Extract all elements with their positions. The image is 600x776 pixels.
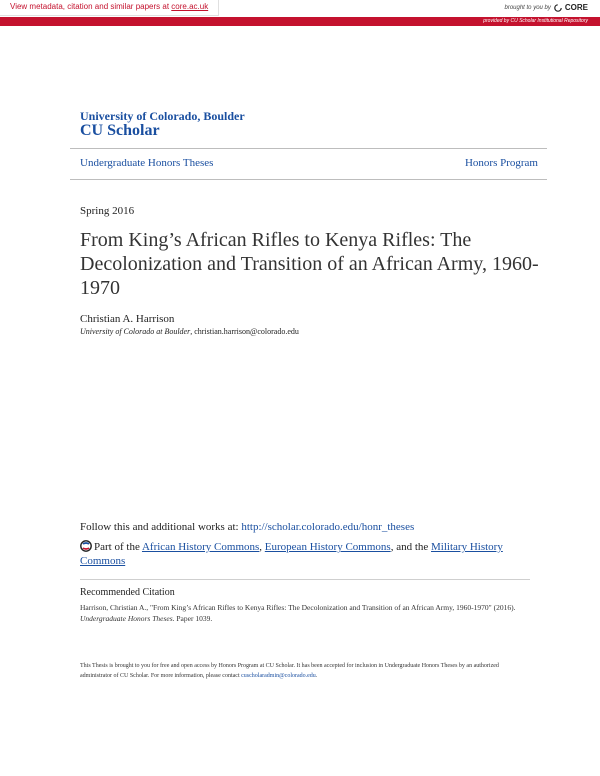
citation-text <box>80 602 520 624</box>
citation-heading: Recommended Citation <box>80 587 175 598</box>
repository-name[interactable]: CU Scholar <box>80 122 160 139</box>
citation-main: Harrison, Christian A., "From King’s African Rifles to Kenya Rifles: The Decolonization and Transition of an African Army, 1960-1970" (2016). <box>80 603 516 612</box>
follow-label: Follow this and additional works at: <box>80 521 242 533</box>
collection-link[interactable]: Undergraduate Honors Theses <box>80 157 214 169</box>
part-of-sep2: , and the <box>390 541 432 553</box>
european-history-commons-link[interactable]: European History Commons <box>264 541 391 553</box>
author-name: Christian A. Harrison <box>80 313 175 325</box>
footer-end: . <box>315 673 318 679</box>
core-metadata-link-box <box>0 0 219 16</box>
divider-top <box>70 148 547 149</box>
core-brought-by: brought to you by <box>504 4 551 11</box>
core-banner <box>0 0 600 16</box>
program-link[interactable]: Honors Program <box>464 157 538 169</box>
contact-email-link[interactable]: cuscholaradmin@colorado.edu <box>241 673 316 679</box>
follow-line <box>80 521 414 533</box>
core-brand[interactable] <box>505 3 589 12</box>
commons-network-icon <box>80 540 92 552</box>
footer-text: This Thesis is brought to you for free and open access by Honors Program at CU Scholar. It has been accepted for inclusion in Undergraduate Honors Theses by an authorized administrator of CU Scholar. For more information, please contact <box>80 663 499 679</box>
divider-bottom <box>70 179 547 180</box>
footer-note <box>80 661 530 681</box>
affiliation-org: University of Colorado at Boulder <box>80 327 191 336</box>
citation-series: Undergraduate Honors Theses <box>80 614 173 623</box>
core-link-prefix: View metadata, citation and similar papers at <box>10 2 172 11</box>
citation-end: . Paper 1039. <box>172 614 213 623</box>
african-history-commons-link[interactable]: African History Commons <box>141 541 260 553</box>
collection-url-link[interactable]: http://scholar.colorado.edu/honr_theses <box>241 521 415 533</box>
institution-name[interactable]: University of Colorado, Boulder <box>80 109 245 123</box>
divider-citation <box>80 579 530 580</box>
core-logo-icon <box>554 4 562 12</box>
author-affiliation <box>80 327 299 336</box>
core-logo-text: CORE <box>564 3 588 12</box>
affiliation-separator: , <box>190 327 195 336</box>
publication-date: Spring 2016 <box>80 205 135 217</box>
core-provided-by-bar: provided by CU Scholar Institutional Repository <box>0 17 600 26</box>
part-of-commons <box>80 540 520 568</box>
author-email[interactable]: christian.harrison@colorado.edu <box>194 327 299 336</box>
military-history-commons-link[interactable]: Military History Commons <box>80 541 503 567</box>
part-of-sep1: , <box>259 541 265 553</box>
document-title: From King’s African Rifles to Kenya Rifles: The Decolonization and Transition of an African Army, 1960-1970 <box>80 229 539 299</box>
part-of-prefix: Part of the <box>94 541 142 553</box>
core-link[interactable]: core.ac.uk <box>171 2 209 11</box>
